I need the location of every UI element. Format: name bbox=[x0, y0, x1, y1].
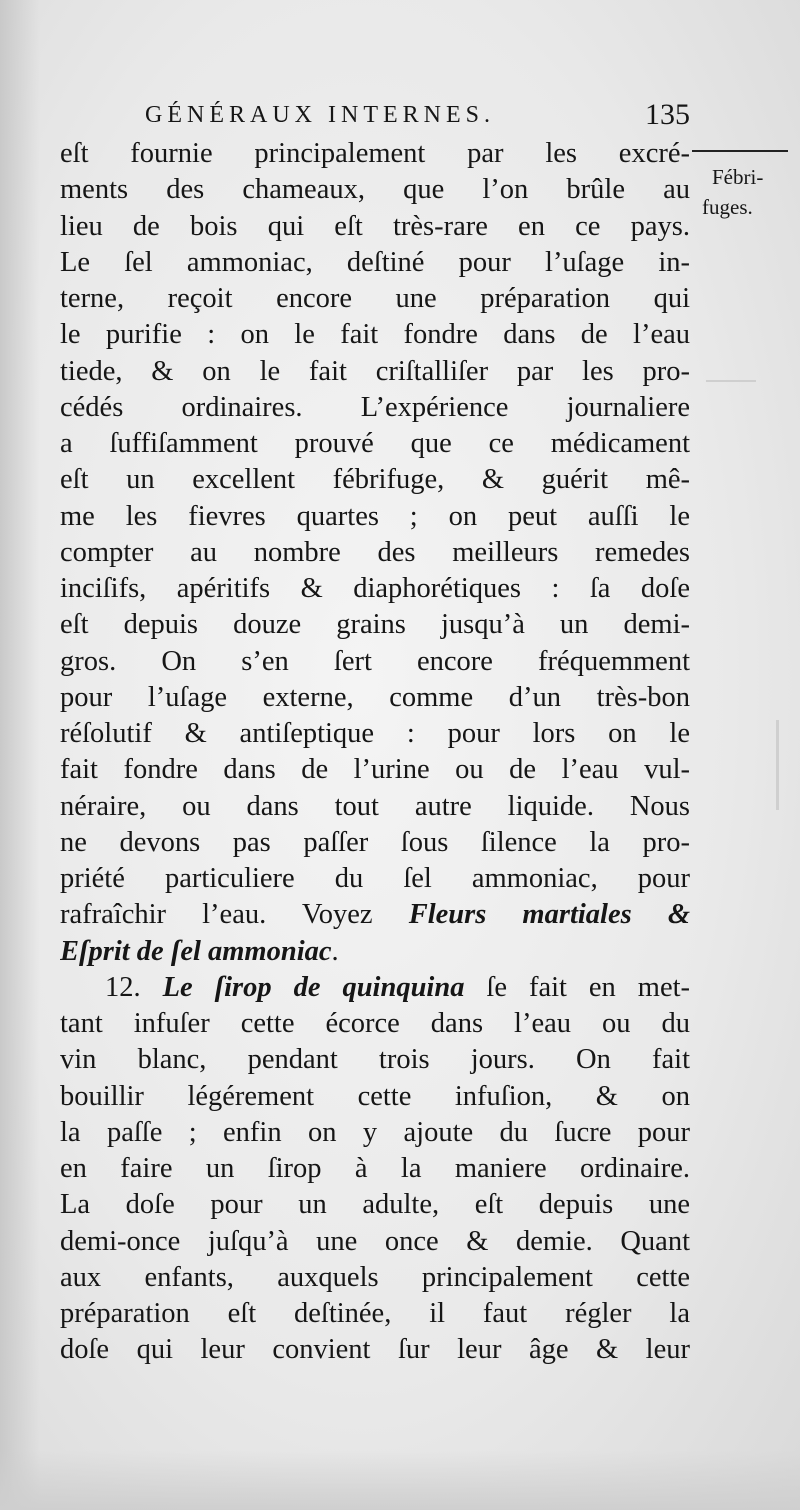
text-line: terne, reçoit encore une préparation qui bbox=[60, 283, 690, 314]
text-line: lieu de bois qui eſt très-rare en ce pays. bbox=[60, 210, 690, 242]
text-line: aux enfants, auxquels principalement cette bbox=[60, 1261, 690, 1293]
text-line: gros. On s’en ſert encore fréquemment bbox=[60, 645, 690, 677]
text-line: doſe qui leur convient ſur leur âge & leur bbox=[60, 1334, 690, 1366]
text-line: fait fondre dans de l’urine ou de l’eau vul- bbox=[60, 754, 690, 786]
text-line: ments des chameaux, que l’on brûle au bbox=[60, 174, 690, 206]
text-line: La doſe pour un adulte, eſt depuis une bbox=[60, 1189, 690, 1221]
text-segment: . bbox=[331, 935, 339, 967]
text-line: a ſuffiſamment prouvé que ce médicament bbox=[60, 428, 690, 459]
text-line bbox=[60, 897, 690, 933]
text-line: pour l’uſage externe, comme d’un très-bon bbox=[60, 681, 690, 713]
text-line: compter au nombre des meilleurs remedes bbox=[60, 536, 690, 568]
text-line: Le ſel ammoniac, deſtiné pour l’uſage in- bbox=[60, 246, 690, 278]
text-line: réſolutif & antiſeptique : pour lors on le bbox=[60, 718, 690, 749]
margin-note-line: Fébri- bbox=[712, 165, 764, 189]
text-line: eſt fournie principalement par les excré- bbox=[60, 138, 690, 169]
text-line bbox=[60, 934, 690, 970]
text-segment: rafraîchir l’eau. Voyez bbox=[60, 899, 409, 931]
text-line: demi-once juſqu’à une once & demie. Quant bbox=[60, 1225, 690, 1257]
cross-reference: Eſprit de ſel ammoniac bbox=[60, 935, 332, 967]
page-header bbox=[145, 98, 690, 138]
section-number: 12. bbox=[105, 971, 163, 1003]
section-title: Le ſirop de quinquina bbox=[162, 971, 465, 1003]
text-line: tiede, & on le fait criſtalliſer par les pro- bbox=[60, 355, 690, 387]
cross-reference: Fleurs martiales & bbox=[408, 899, 690, 931]
page-number: 135 bbox=[645, 98, 690, 131]
text-segment: ſe fait en met- bbox=[464, 971, 690, 1003]
text-line: cédés ordinaires. L’expérience journaliere bbox=[60, 391, 690, 423]
show-through-mark bbox=[776, 720, 779, 810]
text-line: la paſſe ; enfin on y ajoute du ſucre pour bbox=[60, 1116, 690, 1148]
margin-note bbox=[702, 162, 764, 222]
page-gutter-shadow bbox=[0, 0, 40, 1510]
text-line: ne devons pas paſſer ſous ſilence la pro- bbox=[60, 826, 690, 858]
margin-rule bbox=[692, 150, 788, 152]
text-line: tant infuſer cette écorce dans l’eau ou du bbox=[60, 1008, 690, 1039]
show-through-mark bbox=[706, 380, 756, 382]
text-line: me les fievres quartes ; on peut auſſi le bbox=[60, 500, 690, 532]
running-head: GÉNÉRAUX INTERNES. bbox=[145, 102, 495, 128]
text-line: eſt depuis douze grains jusqu’à un demi- bbox=[60, 609, 690, 641]
text-line: en faire un ſirop à la maniere ordinaire. bbox=[60, 1153, 690, 1184]
text-line: inciſifs, apéritifs & diaphorétiques : ſa doſe bbox=[60, 573, 690, 604]
text-line: néraire, ou dans tout autre liquide. Nous bbox=[60, 790, 690, 822]
text-line: priété particuliere du ſel ammoniac, pour bbox=[60, 863, 690, 894]
page-bottom-shadow bbox=[0, 1450, 800, 1510]
text-line: vin blanc, pendant trois jours. On fait bbox=[60, 1044, 690, 1076]
text-line: eſt un excellent fébrifuge, & guérit mê- bbox=[60, 464, 690, 496]
text-line: le purifie : on le fait fondre dans de l’eau bbox=[60, 319, 690, 351]
body-text bbox=[60, 136, 690, 1369]
text-line: bouillir légérement cette infuſion, & on bbox=[60, 1080, 690, 1112]
margin-note-line: fuges. bbox=[702, 195, 753, 219]
text-line: préparation eſt deſtinée, il faut régler la bbox=[60, 1298, 690, 1329]
text-line bbox=[60, 970, 690, 1006]
